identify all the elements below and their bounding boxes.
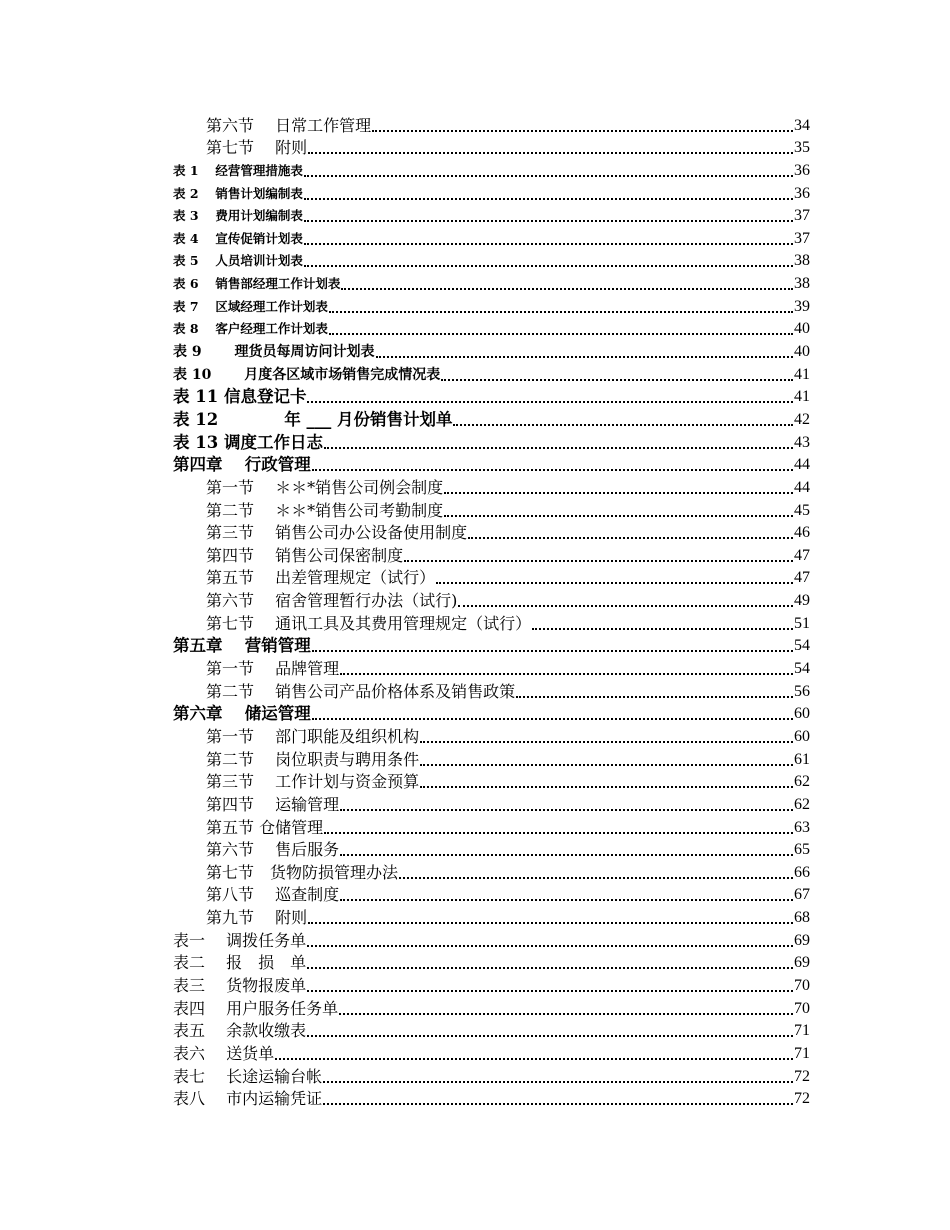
toc-entry[interactable] xyxy=(173,723,810,746)
dot-leader xyxy=(307,978,793,992)
toc-entry-page-number: 41 xyxy=(794,388,810,406)
toc-entry-page-number: 60 xyxy=(794,727,810,745)
toc-entry[interactable] xyxy=(173,429,810,452)
dot-leader xyxy=(453,412,793,426)
toc-entry-page-number: 40 xyxy=(794,320,810,338)
toc-entry-title: 第六节 日常工作管理 xyxy=(206,115,372,135)
toc-entry-page-number: 45 xyxy=(794,501,810,519)
dot-leader xyxy=(304,253,793,267)
toc-entry[interactable] xyxy=(173,882,810,905)
dot-leader xyxy=(532,616,793,630)
toc-entry[interactable] xyxy=(173,520,810,543)
toc-entry-page-number: 62 xyxy=(794,773,810,791)
toc-entry[interactable] xyxy=(173,1018,810,1041)
toc-entry[interactable] xyxy=(173,904,810,927)
toc-entry-title: 表 7 区域经理工作计划表 xyxy=(173,298,328,314)
toc-entry-title: 第七节 附则 xyxy=(206,138,308,158)
toc-entry-title: 表 10 月度各区域市场销售完成情况表 xyxy=(173,366,441,383)
toc-entry-title: 表 6 销售部经理工作计划表 xyxy=(173,276,341,292)
dot-leader xyxy=(312,638,793,652)
dot-leader xyxy=(329,321,793,335)
dot-leader xyxy=(304,163,793,177)
toc-entry-page-number: 56 xyxy=(794,682,810,700)
toc-entry-title: 表五 余款收缴表 xyxy=(173,1021,307,1041)
toc-entry[interactable] xyxy=(173,1040,810,1063)
dot-leader xyxy=(420,774,793,788)
toc-entry-title: 表七 长途运输台帐 xyxy=(173,1066,323,1086)
dot-leader xyxy=(304,186,793,200)
toc-entry-title: 第二节 ＊＊*销售公司考勤制度 xyxy=(206,500,444,520)
toc-entry-page-number: 44 xyxy=(794,456,810,474)
dot-leader xyxy=(444,503,793,517)
toc-entry[interactable] xyxy=(173,542,810,565)
dot-leader xyxy=(340,661,793,675)
toc-entry-title: 表 4 宣传促销计划表 xyxy=(173,230,303,246)
toc-entry[interactable] xyxy=(173,746,810,769)
toc-entry-page-number: 66 xyxy=(794,863,810,881)
toc-entry-title: 表 13 调度工作日志 xyxy=(173,432,323,452)
toc-entry-page-number: 69 xyxy=(794,931,810,949)
toc-entry-title: 表三 货物报废单 xyxy=(173,975,307,995)
dot-leader xyxy=(312,457,793,471)
dot-leader xyxy=(340,842,793,856)
toc-entry-page-number: 71 xyxy=(794,1022,810,1040)
toc-entry-title: 第九节 附则 xyxy=(206,908,308,928)
toc-entry-title: 表二 报 损 单 xyxy=(173,953,307,973)
toc-entry[interactable] xyxy=(173,293,810,316)
toc-entry[interactable] xyxy=(173,701,810,724)
toc-entry[interactable] xyxy=(173,497,810,520)
toc-entry[interactable] xyxy=(173,814,810,837)
dot-leader xyxy=(324,435,793,449)
toc-entry-title: 第六节 售后服务 xyxy=(206,840,340,860)
toc-entry-title: 第七节 通讯工具及其费用管理规定（试行） xyxy=(206,613,532,633)
dot-leader xyxy=(420,729,793,743)
toc-entry[interactable] xyxy=(173,384,810,407)
dot-leader xyxy=(307,955,793,969)
dot-leader xyxy=(312,706,793,720)
dot-leader xyxy=(458,593,793,607)
toc-entry-title: 第二节 销售公司产品价格体系及销售政策 xyxy=(206,681,516,701)
toc-entry-title: 表 12 年 ___ 月份销售计划单 xyxy=(173,409,453,429)
toc-entry-page-number: 67 xyxy=(794,886,810,904)
toc-entry-title: 第一节 部门职能及组织机构 xyxy=(206,726,420,746)
toc-entry-page-number: 36 xyxy=(794,184,810,202)
toc-entry-page-number: 61 xyxy=(794,750,810,768)
toc-entry[interactable] xyxy=(173,452,810,475)
toc-entry-page-number: 72 xyxy=(794,1067,810,1085)
toc-entry-page-number: 72 xyxy=(794,1090,810,1108)
toc-entry-page-number: 34 xyxy=(794,116,810,134)
toc-entry[interactable] xyxy=(173,972,810,995)
toc-entry[interactable] xyxy=(173,610,810,633)
toc-entry-page-number: 36 xyxy=(794,161,810,179)
toc-entry-page-number: 68 xyxy=(794,909,810,927)
toc-entry-page-number: 71 xyxy=(794,1044,810,1062)
toc-entry[interactable] xyxy=(173,157,810,180)
dot-leader xyxy=(399,865,793,879)
dot-leader xyxy=(339,1001,793,1015)
table-of-contents xyxy=(173,112,810,1108)
toc-entry[interactable] xyxy=(173,995,810,1018)
toc-entry-title: 第四节 运输管理 xyxy=(206,794,340,814)
toc-entry-page-number: 70 xyxy=(794,976,810,994)
toc-entry[interactable] xyxy=(173,361,810,384)
toc-entry-title: 表 8 客户经理工作计划表 xyxy=(173,321,328,337)
toc-entry[interactable] xyxy=(173,587,810,610)
toc-entry[interactable] xyxy=(173,791,810,814)
dot-leader xyxy=(341,276,793,290)
toc-entry-title: 表 5 人员培训计划表 xyxy=(173,253,303,269)
toc-entry-title: 第一节 ＊＊*销售公司例会制度 xyxy=(206,477,444,497)
toc-entry-title: 第一节 品牌管理 xyxy=(206,659,340,679)
toc-entry-title: 表 2 销售计划编制表 xyxy=(173,185,303,201)
toc-entry[interactable] xyxy=(173,655,810,678)
toc-entry-title: 表四 用户服务任务单 xyxy=(173,998,339,1018)
dot-leader xyxy=(275,1046,793,1060)
toc-entry[interactable] xyxy=(173,837,810,860)
toc-entry[interactable] xyxy=(173,769,810,792)
toc-entry-page-number: 46 xyxy=(794,524,810,542)
toc-entry-title: 第五节 仓储管理 xyxy=(206,817,324,837)
toc-entry-page-number: 37 xyxy=(794,207,810,225)
dot-leader xyxy=(441,367,793,381)
toc-entry[interactable] xyxy=(173,316,810,339)
dot-leader xyxy=(444,480,793,494)
toc-entry-page-number: 35 xyxy=(794,139,810,157)
dot-leader xyxy=(376,344,794,358)
toc-entry-page-number: 47 xyxy=(794,546,810,564)
toc-entry[interactable] xyxy=(173,203,810,226)
toc-entry-page-number: 37 xyxy=(794,229,810,247)
toc-entry-page-number: 39 xyxy=(794,297,810,315)
toc-entry[interactable] xyxy=(173,406,810,429)
toc-entry-page-number: 70 xyxy=(794,999,810,1017)
dot-leader xyxy=(307,1023,793,1037)
toc-entry[interactable] xyxy=(173,950,810,973)
toc-entry-title: 第三节 工作计划与资金预算 xyxy=(206,772,420,792)
toc-entry-page-number: 49 xyxy=(794,592,810,610)
toc-entry[interactable] xyxy=(173,112,810,135)
toc-entry-title: 表六 送货单 xyxy=(173,1043,275,1063)
toc-entry[interactable] xyxy=(173,248,810,271)
dot-leader xyxy=(468,525,793,539)
dot-leader xyxy=(304,208,793,222)
toc-entry[interactable] xyxy=(173,225,810,248)
toc-entry[interactable] xyxy=(173,1086,810,1109)
toc-entry-title: 表 11 信息登记卡 xyxy=(173,387,307,407)
toc-entry-page-number: 62 xyxy=(794,795,810,813)
toc-entry-title: 第六章 储运管理 xyxy=(173,704,311,724)
toc-entry-title: 第三节 销售公司办公设备使用制度 xyxy=(206,523,468,543)
toc-entry[interactable] xyxy=(173,927,810,950)
toc-entry-page-number: 51 xyxy=(794,614,810,632)
toc-entry[interactable] xyxy=(173,338,810,361)
toc-entry-title: 第五章 营销管理 xyxy=(173,636,311,656)
toc-entry-title: 表一 调拨任务单 xyxy=(173,930,307,950)
toc-entry-page-number: 43 xyxy=(794,433,810,451)
toc-entry-page-number: 65 xyxy=(794,841,810,859)
toc-entry[interactable] xyxy=(173,859,810,882)
toc-entry-title: 表 3 费用计划编制表 xyxy=(173,208,303,224)
dot-leader xyxy=(324,820,793,834)
toc-entry[interactable] xyxy=(173,565,810,588)
dot-leader xyxy=(340,797,793,811)
toc-entry-page-number: 69 xyxy=(794,954,810,972)
dot-leader xyxy=(307,933,793,947)
toc-entry[interactable] xyxy=(173,135,810,158)
toc-entry-page-number: 38 xyxy=(794,252,810,270)
toc-entry[interactable] xyxy=(173,270,810,293)
toc-entry-title: 第八节 巡查制度 xyxy=(206,885,340,905)
toc-entry-page-number: 42 xyxy=(794,410,810,428)
toc-entry-page-number: 40 xyxy=(794,343,810,361)
toc-entry[interactable] xyxy=(173,678,810,701)
toc-entry-page-number: 54 xyxy=(794,637,810,655)
toc-entry-title: 第二节 岗位职责与聘用条件 xyxy=(206,749,420,769)
toc-entry-title: 第四章 行政管理 xyxy=(173,455,311,475)
toc-entry-title: 表 9 理货员每周访问计划表 xyxy=(173,344,375,361)
dot-leader xyxy=(436,570,793,584)
dot-leader xyxy=(304,231,793,245)
toc-entry-title: 表八 市内运输凭证 xyxy=(173,1089,323,1109)
toc-entry-title: 第五节 出差管理规定（试行） xyxy=(206,568,436,588)
dot-leader xyxy=(340,887,793,901)
toc-entry[interactable] xyxy=(173,474,810,497)
toc-entry-title: 第四节 销售公司保密制度 xyxy=(206,545,404,565)
dot-leader xyxy=(420,752,793,766)
toc-entry-title: 第七节 货物防损管理办法 xyxy=(206,862,399,882)
toc-entry-page-number: 41 xyxy=(794,365,810,383)
toc-entry-page-number: 47 xyxy=(794,569,810,587)
toc-entry-page-number: 54 xyxy=(794,660,810,678)
dot-leader xyxy=(329,299,793,313)
dot-leader xyxy=(308,140,793,154)
dot-leader xyxy=(323,1091,793,1105)
dot-leader xyxy=(307,389,793,403)
dot-leader xyxy=(308,910,793,924)
dot-leader xyxy=(516,684,793,698)
toc-entry-page-number: 63 xyxy=(794,818,810,836)
toc-entry-title: 第六节 宿舍管理暂行办法（试行) xyxy=(206,591,458,611)
toc-entry-title: 表 1 经营管理措施表 xyxy=(173,162,303,178)
dot-leader xyxy=(372,118,793,132)
dot-leader xyxy=(404,548,793,562)
toc-entry-page-number: 44 xyxy=(794,478,810,496)
toc-entry-page-number: 60 xyxy=(794,705,810,723)
toc-entry[interactable] xyxy=(173,180,810,203)
toc-entry[interactable] xyxy=(173,633,810,656)
dot-leader xyxy=(323,1069,793,1083)
toc-entry[interactable] xyxy=(173,1063,810,1086)
toc-entry-page-number: 38 xyxy=(794,275,810,293)
